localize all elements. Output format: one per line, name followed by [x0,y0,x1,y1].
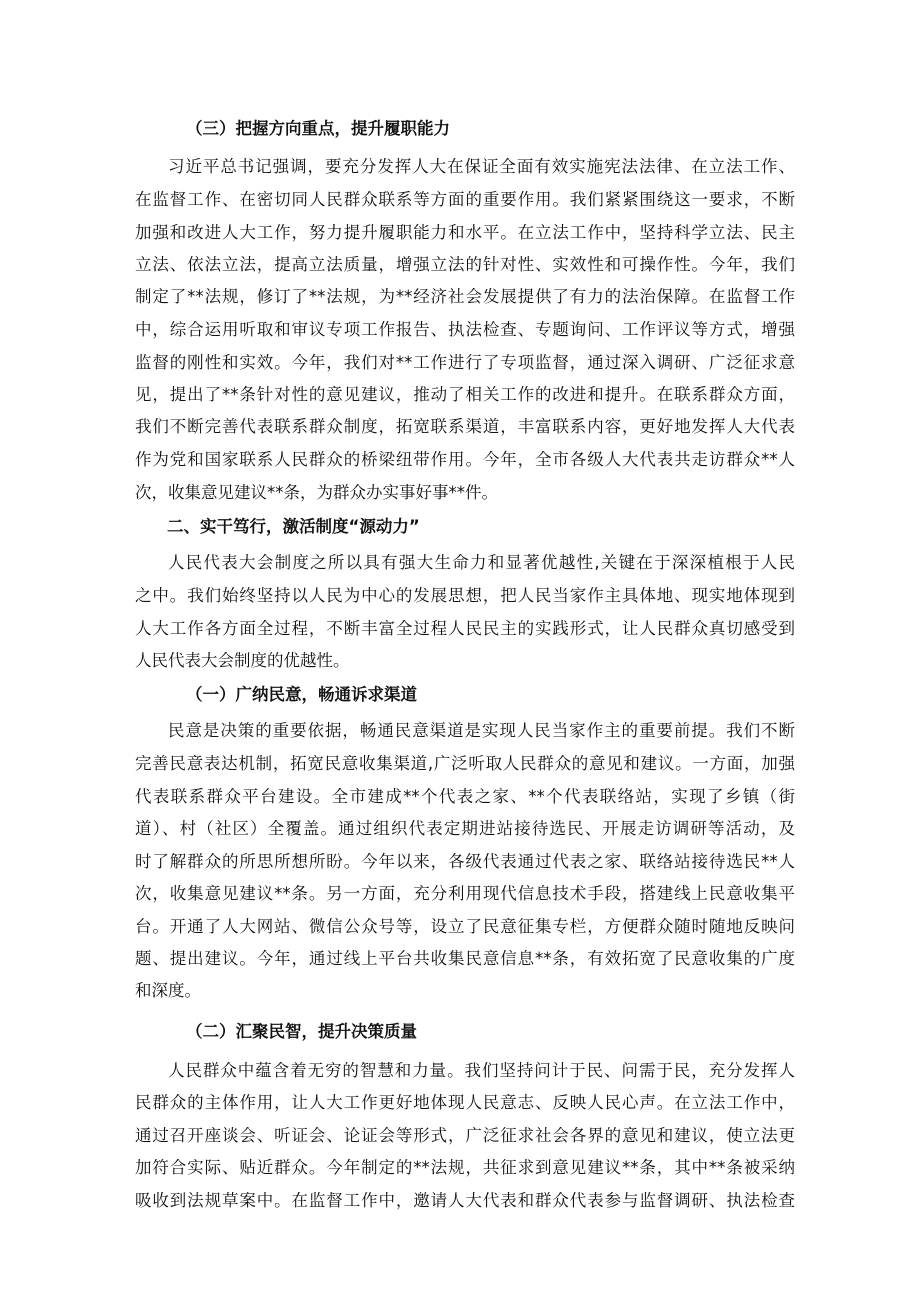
text-line: 台。开通了人大网站、微信公众号等，设立了民意征集专栏，方便群众随时随地反映问 [135,917,795,936]
text-line: 作为党和国家联系人民群众的桥梁纽带作用。今年，全市各级人大代表共走访群众**人 [135,450,795,469]
text-line: 制定了**法规，修订了**法规，为**经济社会发展提供了有力的法治保障。在监督工作 [135,287,795,306]
text-line: 习近平总书记强调，要充分发挥人大在保证全面有效实施宪法法律、在立法工作、 [168,157,795,176]
text-line: 见，提出了**条针对性的意见建议，推动了相关工作的改进和提升。在联系群众方面， [135,385,795,404]
text-line: 人大工作各方面全过程，不断丰富全过程人民民主的实践形式，让人民群众真切感受到 [135,619,795,638]
text-line: 道）、村（社区）全覆盖。通过组织代表定期进站接待选民、开展走访调研等活动，及 [135,819,795,838]
text-line: 中，综合运用听取和审议专项工作报告、执法检查、专题询问、工作评议等方式，增强 [135,320,795,339]
text-line: 人民代表大会制度的优越性。 [135,651,350,670]
text-line: 次，收集意见建议**条。另一方面，充分利用现代信息技术手段，搭建线上民意收集平 [135,884,795,903]
text-line: 完善民意表达机制，拓宽民意收集渠道,广泛听取人民群众的意见和建议。一方面，加强 [135,754,795,773]
text-line: 和深度。 [135,981,201,1000]
text-line: 题、提出建议。今年，通过线上平台共收集民意信息**条，有效拓宽了民意收集的广度 [135,949,795,968]
section-heading-1: （一）广纳民意，畅通诉求渠道 [186,685,417,704]
text-line: 民意是决策的重要依据，畅通民意渠道是实现人民当家作主的重要前提。我们不断 [168,721,795,740]
text-line: 之中。我们始终坚持以人民为中心的发展思想，把人民当家作主具体地、现实地体现到 [135,586,795,605]
text-line: 立法、依法立法，提高立法质量，增强立法的针对性、实效性和可操作性。今年，我们 [135,255,795,274]
text-line: 时了解群众的所思所想所盼。今年以来，各级代表通过代表之家、联络站接待选民**人 [135,852,795,871]
text-line: 通过召开座谈会、听证会、论证会等形式，广泛征求社会各界的意见和建议，使立法更 [135,1126,795,1145]
text-line: 代表联系群众平台建设。全市建成**个代表之家、**个代表联络站，实现了乡镇（街 [135,787,795,806]
text-line: 在监督工作、在密切同人民群众联系等方面的重要作用。我们紧紧围绕这一要求，不断 [135,190,795,209]
text-line: 人民代表大会制度之所以具有强大生命力和显著优越性,关键在于深深植根于人民 [168,553,795,572]
text-line: 民群众的主体作用，让人大工作更好地体现人民意志、反映人民心声。在立法工作中， [135,1093,795,1112]
text-line: 人民群众中蕴含着无穷的智慧和力量。我们坚持问计于民、问需于民，充分发挥人 [168,1061,795,1080]
text-line: 加符合实际、贴近群众。今年制定的**法规，共征求到意见建议**条，其中**条被采纳 [135,1158,795,1177]
text-line: 我们不断完善代表联系群众制度，拓宽联系渠道，丰富联系内容，更好地发挥人大代表 [135,417,795,436]
section-heading-2-sub: （二）汇聚民智，提升决策质量 [186,1022,417,1041]
text-line: 加强和改进人大工作，努力提升履职能力和水平。在立法工作中，坚持科学立法、民主 [135,223,795,242]
section-heading-3: （三）把握方向重点，提升履职能力 [186,119,450,138]
section-heading-2: 二、实干笃行，激活制度“源动力” [167,517,420,536]
text-line: 次，收集意见建议**条，为群众办实事好事**件。 [135,483,498,502]
text-line: 监督的刚性和实效。今年，我们对**工作进行了专项监督，通过深入调研、广泛征求意 [135,353,795,372]
text-line: 吸收到法规草案中。在监督工作中，邀请人大代表和群众代表参与监督调研、执法检查 [135,1191,795,1210]
